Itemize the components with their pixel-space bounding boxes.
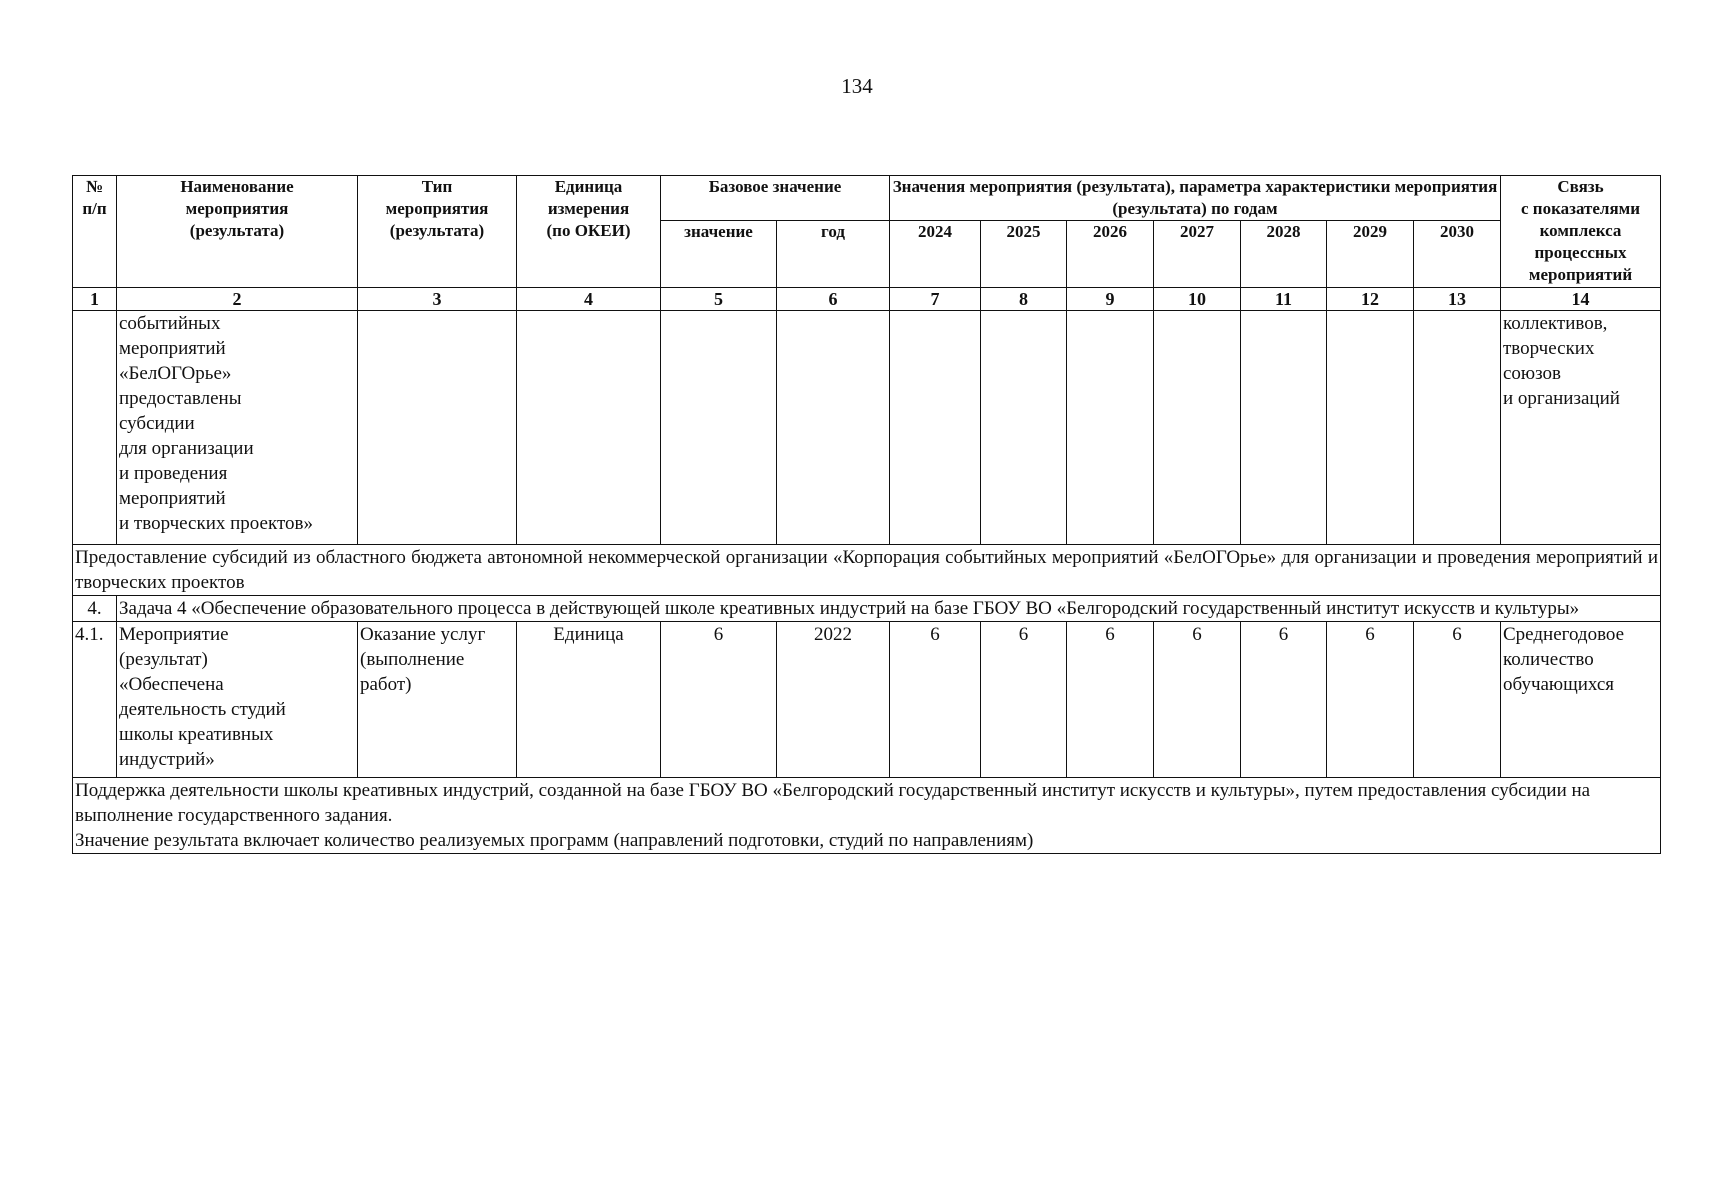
continuation-link: коллективов, творческих союзов и организаций <box>1501 311 1661 545</box>
continuation-name: событийных мероприятий «БелОГОрье» предоставлены субсидии для организации и проведения мероприятий и творческих проектов» <box>117 311 358 545</box>
result-value: 6 <box>1414 622 1501 778</box>
column-number-row <box>73 288 1661 311</box>
result-base-value: 6 <box>661 622 777 778</box>
result-link: Среднегодовое количество обучающихся <box>1501 622 1661 778</box>
continuation-num <box>73 311 117 545</box>
header-year: 2028 <box>1241 221 1327 288</box>
header-year: 2025 <box>981 221 1067 288</box>
result-base-year: 2022 <box>777 622 890 778</box>
results-table <box>72 175 1661 854</box>
result-value: 6 <box>890 622 981 778</box>
column-number: 4 <box>517 288 661 311</box>
result-unit: Единица <box>517 622 661 778</box>
column-number: 8 <box>981 288 1067 311</box>
task-num: 4. <box>73 596 117 622</box>
note-row <box>73 778 1661 854</box>
column-number: 5 <box>661 288 777 311</box>
column-number: 9 <box>1067 288 1154 311</box>
header-row-1 <box>73 176 1661 221</box>
result-value: 6 <box>981 622 1067 778</box>
column-number: 10 <box>1154 288 1241 311</box>
note-text: Поддержка деятельности школы креативных индустрий, созданной на базе ГБОУ ВО «Белгородский государственный институт искусств и культуры», путем предоставления субсидии на выполнение государственного задания. <box>75 780 1591 826</box>
task-row <box>73 596 1661 622</box>
header-year: 2027 <box>1154 221 1241 288</box>
header-base: Базовое значение <box>661 176 890 221</box>
note-row <box>73 545 1661 596</box>
header-name: Наименование мероприятия (результата) <box>117 176 358 288</box>
header-year: 2029 <box>1327 221 1414 288</box>
header-num: № п/п <box>73 176 117 288</box>
note-text: Значение результата включает количество реализуемых программ (направлений подготовки, студий по направлениям) <box>75 830 1034 851</box>
result-type: Оказание услуг (выполнение работ) <box>358 622 517 778</box>
header-values: Значения мероприятия (результата), параметра характеристики мероприятия (результата) по годам <box>890 176 1501 221</box>
header-base-value: значение <box>661 221 777 288</box>
note-text: Предоставление субсидий из областного бюджета автономной некоммерческой организации «Корпорация событийных мероприятий «БелОГОрье» для организации и проведения мероприятий и творческих проектов <box>73 545 1661 596</box>
result-row <box>73 622 1661 778</box>
column-number: 14 <box>1501 288 1661 311</box>
header-year: 2024 <box>890 221 981 288</box>
column-number: 13 <box>1414 288 1501 311</box>
task-text: Задача 4 «Обеспечение образовательного процесса в действующей школе креативных индустрий на базе ГБОУ ВО «Белгородский государственный институт искусств и культуры» <box>117 596 1661 622</box>
header-year: 2030 <box>1414 221 1501 288</box>
result-name: Мероприятие (результат) «Обеспечена деятельность студий школы креативных индустрий» <box>117 622 358 778</box>
header-link: Связь с показателями комплекса процессных мероприятий <box>1501 176 1661 288</box>
page-number: 134 <box>841 74 873 98</box>
continuation-row <box>73 311 1661 545</box>
column-number: 2 <box>117 288 358 311</box>
header-year: 2026 <box>1067 221 1154 288</box>
header-unit: Единица измерения (по ОКЕИ) <box>517 176 661 288</box>
column-number: 1 <box>73 288 117 311</box>
result-value: 6 <box>1241 622 1327 778</box>
column-number: 7 <box>890 288 981 311</box>
result-value: 6 <box>1327 622 1414 778</box>
header-type: Тип мероприятия (результата) <box>358 176 517 288</box>
column-number: 3 <box>358 288 517 311</box>
column-number: 12 <box>1327 288 1414 311</box>
result-num: 4.1. <box>73 622 117 778</box>
header-base-year: год <box>777 221 890 288</box>
result-value: 6 <box>1067 622 1154 778</box>
column-number: 11 <box>1241 288 1327 311</box>
column-number: 6 <box>777 288 890 311</box>
note-cell <box>73 778 1661 854</box>
result-value: 6 <box>1154 622 1241 778</box>
